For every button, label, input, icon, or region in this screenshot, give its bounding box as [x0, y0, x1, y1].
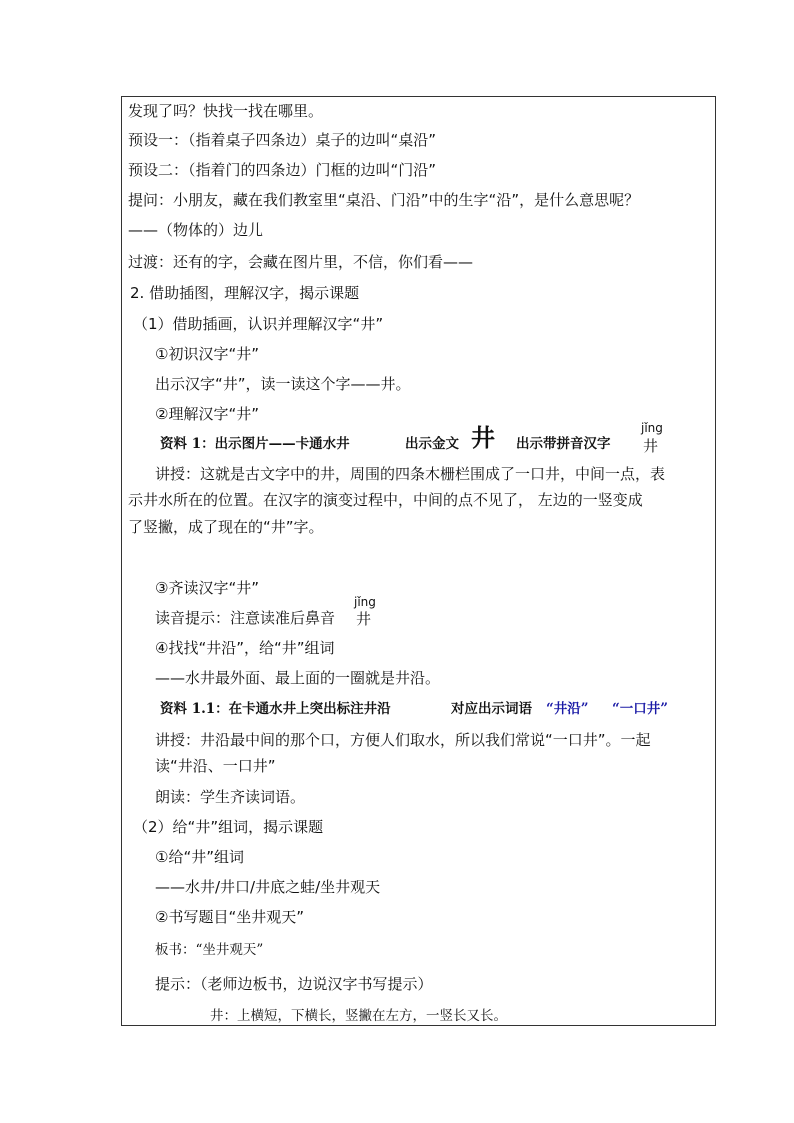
bronze-jing-glyph: 井 [471, 424, 495, 452]
text-line: 了竖撇，成了现在的“井”字。 [128, 518, 324, 536]
text-line: 读“井沿、一口井” [155, 757, 276, 775]
material-1-label: 资料 1：出示图片——卡通水井 [160, 436, 350, 452]
text-line: 过渡：还有的字，会藏在图片里，不信，你们看—— [128, 253, 474, 271]
board-writing: 板书：“坐井观天” [155, 942, 264, 958]
material-1-1-label: 资料 1.1：在卡通水井上突出标注井沿 [160, 701, 391, 717]
text-line: ②书写题目“坐井观天” [155, 908, 304, 926]
text-line: ③齐读汉字“井” [155, 579, 259, 597]
text-line: ——水井最外面、最上面的一圈就是井沿。 [155, 669, 441, 687]
text-line: 预设二：（指着门的四条边）门框的边叫“门沿” [128, 161, 437, 179]
section-heading: 2. 借助插图，理解汉字，揭示课题 [130, 284, 360, 302]
text-line: 讲授：井沿最中间的那个口，方便人们取水，所以我们常说“一口井”。一起 [155, 731, 651, 749]
pinyin-jing: jǐng [641, 421, 663, 435]
text-line: 提问：小朋友，藏在我们教室里“桌沿、门沿”中的生字“沿”，是什么意思呢？ [128, 191, 640, 209]
text-line: ②理解汉字“井” [155, 405, 259, 423]
subsection-heading: （1）借助插画，认识并理解汉字“井” [133, 315, 384, 333]
text-line: 预设一：（指着桌子四条边）桌子的边叫“桌沿” [128, 131, 437, 149]
writing-tip: 井：上横短，下横长，竖撇在左方，一竖长又长。 [210, 1008, 507, 1024]
char-jing: 井 [356, 610, 372, 628]
word-yikoujing: “一口井” [612, 701, 669, 717]
bronze-text-label: 出示金文 [405, 436, 459, 452]
word-display-label: 对应出示词语 [451, 701, 532, 717]
lesson-plan-table-cell [121, 96, 716, 1026]
text-line: 出示汉字“井”，读一读这个字——井。 [155, 375, 411, 393]
char-jing: 井 [643, 437, 659, 455]
text-line: 读音提示：注意读准后鼻音 [155, 609, 336, 627]
text-line: ——（物体的）边儿 [128, 221, 264, 239]
text-line: ——水井/井口/井底之蛙/坐井观天 [155, 878, 381, 896]
pinyin-jing: jǐng [354, 595, 376, 609]
text-line: 发现了吗？快找一找在哪里。 [128, 102, 324, 120]
text-line: ④找找“井沿”，给“井”组词 [155, 639, 335, 657]
pinyin-char-label: 出示带拼音汉字 [516, 436, 611, 452]
text-line: ①给“井”组词 [155, 848, 244, 866]
text-line: ①初识汉字“井” [155, 345, 259, 363]
text-line: 示井水所在的位置。在汉字的演变过程中，中间的点不见了， 左边的一竖变成 [128, 491, 643, 509]
text-line: 朗读：学生齐读词语。 [155, 788, 306, 806]
text-line: 提示：（老师边板书，边说汉字书写提示） [155, 975, 433, 993]
subsection-heading: （2）给“井”组词，揭示课题 [133, 818, 324, 836]
text-line: 讲授：这就是古文字中的井，周围的四条木栅栏围成了一口井，中间一点，表 [155, 465, 666, 483]
word-jingyan: “井沿” [546, 701, 589, 717]
